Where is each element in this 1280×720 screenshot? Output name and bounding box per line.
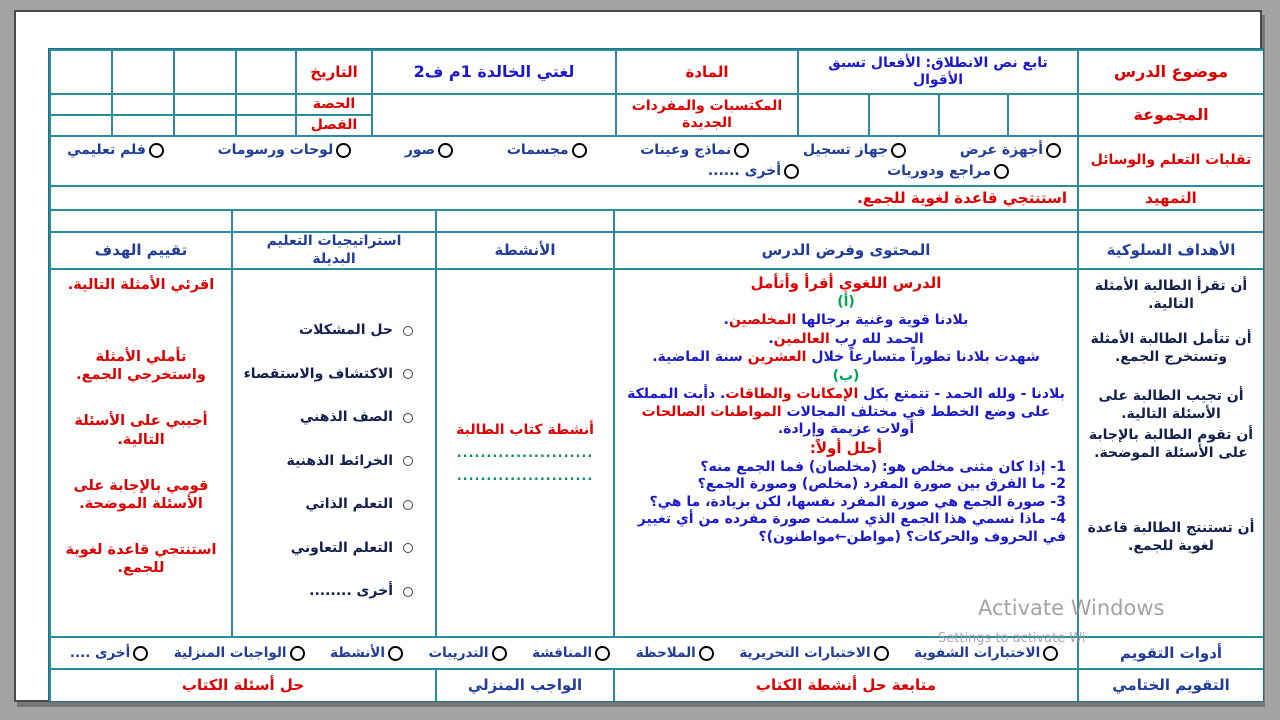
radio-circle-icon[interactable] xyxy=(149,143,164,158)
bullet-circle-icon xyxy=(403,326,413,336)
intro-value: استنتجي قاعدة لغوية للجمع. xyxy=(51,187,1077,209)
lesson-content-cell xyxy=(615,270,1077,636)
media-option-references-periodicals[interactable]: مراجع ودوريات xyxy=(887,163,1009,181)
media-label: تقلبات التعلم والوسائل xyxy=(1079,137,1263,185)
bullet-circle-icon xyxy=(403,456,413,466)
objective-item: أن تقرأ الطالبة الأمثلة التالية. xyxy=(1094,278,1248,312)
assessment-item: قومي بالإجابة على الأسئلة الموضحة. xyxy=(73,477,209,512)
assessment-item: تأملي الأمثلة واستخرجي الجمع. xyxy=(76,349,206,384)
objectives-cell xyxy=(1079,270,1263,636)
objective-item: أن تتأمل الطالبة الأمثلة وتستخرج الجمع. xyxy=(1090,331,1252,365)
lesson-topic-value: تابع نص الانطلاق: الأفعال تسبق الأقوال xyxy=(799,51,1077,93)
empty-cell xyxy=(113,116,173,135)
radio-circle-icon[interactable] xyxy=(699,646,714,661)
radio-circle-icon[interactable] xyxy=(290,646,305,661)
empty-cell xyxy=(870,95,938,135)
question-3: 3- صورة الجمع هي صورة المفرد نفسها، لكن بزيادة، ما هي؟ xyxy=(649,493,1066,510)
activate-windows-watermark: Activate Windows xyxy=(978,596,1165,620)
media-row-1 xyxy=(67,142,1061,160)
question-2: 2- ما الفرق بين صورة المفرد (مخلص) وصورة الجمع؟ xyxy=(697,476,1066,492)
empty-cell xyxy=(373,95,615,135)
empty-cell xyxy=(1079,211,1263,231)
question-1: 1- إذا كان مثنى مخلص هو: (مخلصان) فما الجمع منه؟ xyxy=(700,458,1066,475)
goal-evaluation-cell xyxy=(51,270,231,636)
homework-label: الواجب المنزلي xyxy=(437,670,613,701)
radio-circle-icon[interactable] xyxy=(438,143,453,158)
radio-circle-icon[interactable] xyxy=(734,143,749,158)
radio-circle-icon[interactable] xyxy=(1043,646,1058,661)
strategy-option-cooperative-learning[interactable]: التعلم التعاوني xyxy=(239,540,413,558)
marker-b: (ب) xyxy=(832,367,860,384)
header-behavioral-objectives: الأهداف السلوكية xyxy=(1079,233,1263,268)
empty-cell xyxy=(175,51,235,93)
media-option-pictures[interactable]: صور xyxy=(405,142,453,160)
period-label: الحصة xyxy=(297,95,371,114)
empty-cell xyxy=(51,95,111,114)
media-option-projector-devices[interactable]: أجهزة عرض xyxy=(960,142,1061,160)
assessment-item: أجيبي على الأسئلة التالية. xyxy=(74,413,208,448)
bullet-circle-icon xyxy=(403,587,413,597)
tool-option-discussion[interactable]: المناقشة xyxy=(532,645,610,662)
tool-option-observation[interactable]: الملاحظة xyxy=(636,645,714,662)
tool-option-drills[interactable]: التدريبات xyxy=(429,645,507,662)
lesson-topic-label: موضوع الدرس xyxy=(1079,51,1263,93)
objective-item: أن تقوم الطالبة بالإجابة على الأسئلة الموضحة. xyxy=(1088,427,1254,461)
media-option-recording-device[interactable]: جهاز تسجيل xyxy=(803,142,906,160)
bullet-circle-icon xyxy=(403,500,413,510)
header-activities: الأنشطة xyxy=(437,233,613,268)
empty-cell xyxy=(237,116,295,135)
empty-cell xyxy=(113,51,173,93)
objective-item: أن تستنتج الطالبة قاعدة لغوية للجمع. xyxy=(1087,520,1255,554)
bullet-circle-icon xyxy=(403,413,413,423)
empty-cell xyxy=(51,116,111,135)
example-sentence: بلادنا قوية وغنية برجالها المخلصين. xyxy=(723,312,969,329)
example-sentence: الحمد لله رب العالمين. xyxy=(768,330,924,347)
header-strategies: استراتيجيات التعليم البديلة xyxy=(233,233,435,268)
tool-option-homework[interactable]: الواجبات المنزلية xyxy=(174,645,305,662)
empty-cell xyxy=(113,95,173,114)
bullet-circle-icon xyxy=(403,369,413,379)
tool-option-written-tests[interactable]: الاختبارات التحريرية xyxy=(739,645,888,662)
question-4: 4- ماذا نسمي هذا الجمع الذي سلمت صورة مفرده من أي تغيير في الحروف والحركات؟ (مواطن←مواطنون)؟ xyxy=(637,511,1066,545)
header-goal-evaluation: تقييم الهدف xyxy=(51,233,231,268)
assessment-item: اقرئي الأمثلة التالية. xyxy=(67,277,215,293)
radio-circle-icon[interactable] xyxy=(336,143,351,158)
radio-circle-icon[interactable] xyxy=(1046,143,1061,158)
activate-windows-watermark-subtext: Settings to activate Wi xyxy=(938,631,1086,646)
media-options-cell xyxy=(51,137,1077,185)
radio-circle-icon[interactable] xyxy=(994,164,1009,179)
radio-circle-icon[interactable] xyxy=(874,646,889,661)
example-sentence: شهدت بلادنا تطوراً متسارعاً خلال العشرين سنة الماضية. xyxy=(652,349,1040,366)
empty-cell xyxy=(175,116,235,135)
radio-circle-icon[interactable] xyxy=(595,646,610,661)
radio-circle-icon[interactable] xyxy=(784,164,799,179)
strategy-option-problem-solving[interactable]: حل المشكلات xyxy=(239,322,413,340)
radio-circle-icon[interactable] xyxy=(891,143,906,158)
empty-cell xyxy=(175,95,235,114)
empty-cell xyxy=(237,95,295,114)
final-evaluation-label: التقويم الختامي xyxy=(1079,670,1263,701)
tool-option-other[interactable]: أخرى .... xyxy=(70,645,148,662)
strategy-option-mind-maps[interactable]: الخرائط الذهنية xyxy=(239,453,413,471)
evaluation-tools-cell xyxy=(51,638,1077,668)
acquisitions-label: المكتسبات والمفردات الجديدة xyxy=(617,95,797,135)
dotted-line: ....................... xyxy=(456,468,594,484)
media-option-boards-drawings[interactable]: لوحات ورسومات xyxy=(218,142,352,160)
followup-book-activities: متابعة حل أنشطة الكتاب xyxy=(615,670,1077,701)
empty-cell xyxy=(51,211,231,231)
empty-cell xyxy=(1009,95,1077,135)
evaluation-tools-label: أدوات التقويم xyxy=(1079,638,1263,668)
strategy-option-other[interactable]: أخرى ........ xyxy=(239,583,413,601)
class-label: الفصل xyxy=(297,116,371,135)
radio-circle-icon[interactable] xyxy=(572,143,587,158)
strategy-option-discovery-inquiry[interactable]: الاكتشاف والاستقصاء xyxy=(239,366,413,384)
content-title: الدرس اللغوي أقرأ وأتأمل xyxy=(750,274,942,292)
media-option-models-samples[interactable]: نماذج وعينات xyxy=(640,142,749,160)
marker-a: (أ) xyxy=(837,293,855,310)
subject-value: لغتي الخالدة 1م ف2 xyxy=(373,51,615,93)
empty-cell xyxy=(51,51,111,93)
empty-cell xyxy=(799,95,868,135)
bullet-circle-icon xyxy=(403,543,413,553)
media-row-2 xyxy=(67,163,1061,181)
header-content: المحتوى وفرض الدرس xyxy=(615,233,1077,268)
radio-circle-icon[interactable] xyxy=(388,646,403,661)
strategy-option-brainstorming[interactable]: الصف الذهني xyxy=(239,409,413,427)
solve-book-questions: حل أسئلة الكتاب xyxy=(51,670,435,701)
date-label: التاريخ xyxy=(297,51,371,93)
empty-cell xyxy=(237,51,295,93)
media-option-other[interactable]: أخرى ...... xyxy=(708,163,799,181)
strategy-option-self-learning[interactable]: التعلم الذاتي xyxy=(239,496,413,514)
tool-option-oral-tests[interactable]: الاختبارات الشفوية xyxy=(914,645,1058,662)
strategies-cell xyxy=(233,270,435,636)
empty-cell xyxy=(615,211,1077,231)
objective-item: أن تجيب الطالبة على الأسئلة التالية. xyxy=(1098,388,1244,422)
empty-cell xyxy=(233,211,435,231)
group-label: المجموعة xyxy=(1079,95,1263,135)
lesson-plan-table xyxy=(48,48,1264,702)
radio-circle-icon[interactable] xyxy=(492,646,507,661)
tool-option-activities[interactable]: الأنشطة xyxy=(330,645,403,662)
document-page xyxy=(14,10,1262,702)
activities-cell xyxy=(437,270,613,636)
analyze-heading: أحلل أولاً: xyxy=(809,438,883,457)
media-option-solid-models[interactable]: مجسمات xyxy=(507,142,587,160)
dotted-line: ....................... xyxy=(456,446,594,462)
radio-circle-icon[interactable] xyxy=(133,646,148,661)
activities-title: أنشطة كتاب الطالبة xyxy=(456,421,594,438)
intro-label: التمهيد xyxy=(1079,187,1263,209)
media-option-educational-film[interactable]: فلم تعليمي xyxy=(67,142,164,160)
example-paragraph: بلادنا - ولله الحمد - تتمتع بكل الإمكانات والطاقات. دأبت المملكة على وضع الخطط في مختلف المجالات المواطنات الصالحات أولات عزيمة وإرادة. xyxy=(627,386,1065,438)
subject-label: المادة xyxy=(617,51,797,93)
assessment-item: استنتجي قاعدة لغوية للجمع. xyxy=(65,541,217,576)
empty-cell xyxy=(437,211,613,231)
empty-cell xyxy=(940,95,1007,135)
